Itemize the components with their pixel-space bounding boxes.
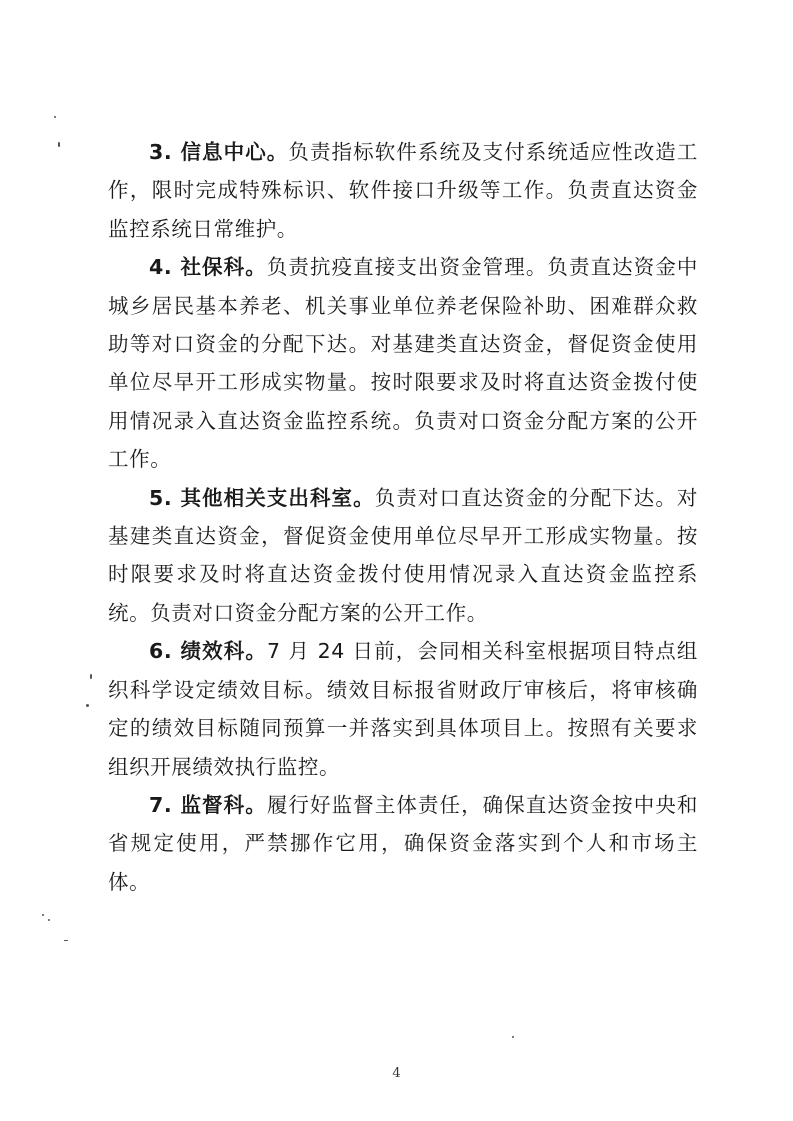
scan-speck — [86, 704, 89, 707]
paragraph-text: 负责指标软件系统及支付系统适应性改造工作，限时完成特殊标识、软件接口升级等工作。负责直达资金监控系统日常维护。 — [108, 140, 698, 241]
scan-speck — [48, 919, 50, 921]
paragraph-text: 7 月 24 日前，会同相关科室根据项目特点组织科学设定绩效目标。绩效目标报省财政厅审核后，将审核确定的绩效目标随同预算一并落实到具体项目上。按照有关要求组织开展绩效执行监控。 — [108, 639, 699, 779]
scan-speck — [90, 674, 92, 679]
page-number: 4 — [392, 1066, 401, 1081]
paragraph-text: 负责对口直达资金的分配下达。对基建类直达资金，督促资金使用单位尽早开工形成实物量。按时限要求及时将直达资金拨付使用情况录入直达资金监控系统。负责对口资金分配方案的公开工作。 — [108, 485, 699, 625]
paragraph-other-departments — [108, 479, 698, 633]
scan-speck — [512, 1036, 514, 1038]
scan-speck — [58, 142, 60, 147]
paragraph-text: 负责抗疫直接支出资金管理。负责直达资金中城乡居民基本养老、机关事业单位养老保险补助、困难群众救助等对口资金的分配下达。对基建类直达资金，督促资金使用单位尽早开工形成实物量。按时限要求及时将直达资金拨付使用情况录入直达资金监控系统。负责对口资金分配方案的公开工作。 — [108, 255, 699, 472]
document-body — [108, 133, 698, 901]
paragraph-heading: 4. 社保科。 — [149, 255, 267, 280]
paragraph-supervision — [108, 786, 698, 901]
scan-speck — [42, 914, 44, 916]
paragraph-social-security — [108, 248, 698, 478]
paragraph-text: 履行好监督主体责任，确保直达资金按中央和省规定使用，严禁挪作它用，确保资金落实到个人和市场主体。 — [108, 792, 699, 894]
paragraph-info-center — [108, 133, 698, 248]
paragraph-heading: 5. 其他相关支出科室。 — [149, 485, 375, 510]
paragraph-heading: 6. 绩效科。 — [149, 639, 268, 664]
paragraph-heading: 3. 信息中心。 — [149, 140, 289, 164]
scan-speck — [64, 940, 68, 941]
paragraph-performance — [108, 632, 698, 786]
scan-speck — [54, 116, 56, 118]
paragraph-heading: 7. 监督科。 — [149, 792, 267, 817]
